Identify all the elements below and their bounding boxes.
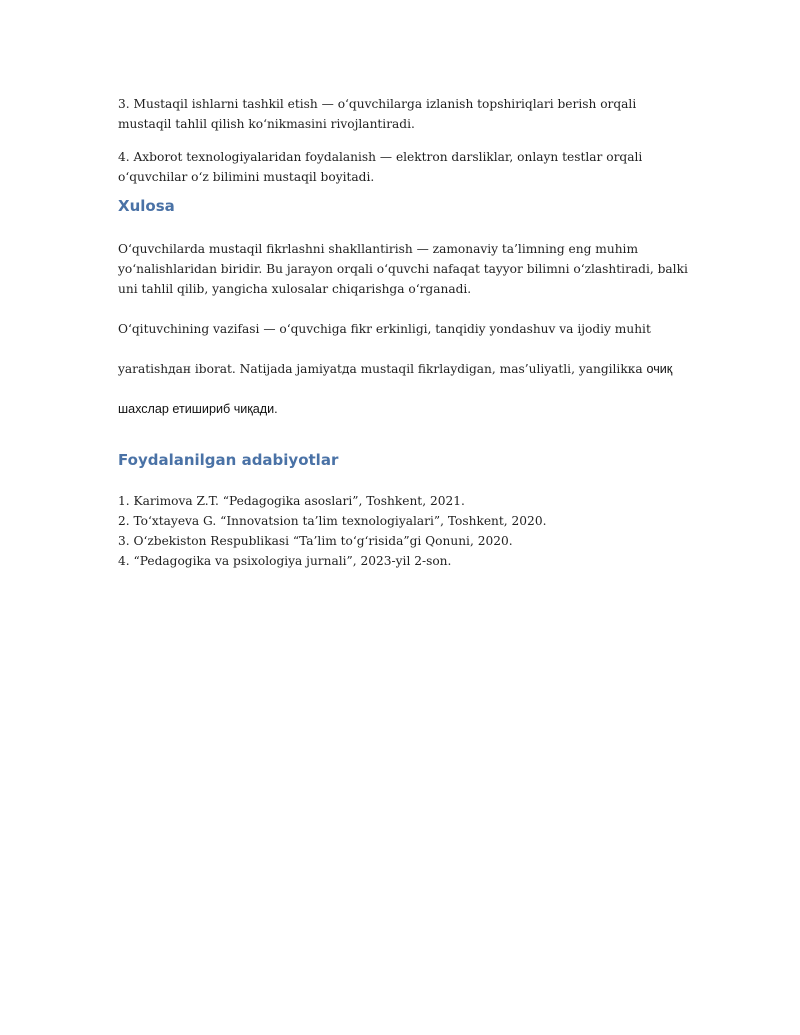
conclusion-heading: Xulosa xyxy=(118,197,175,215)
reference-item: 2. To‘xtayeva G. “Innovatsion ta’lim texnologiyalari”, Toshkent, 2020. xyxy=(118,514,547,528)
conclusion-paragraph-1: O‘quvchilarda mustaqil fikrlashni shakllantirish — zamonaviy ta’limning eng muhim yo‘nalishlaridan biridir. Bu jarayon orqali o‘quvchi nafaqat tayyor bilimni o‘zlashtiradi, balki uni tahlil qilib, yangicha xulosalar chiqarishga o‘rganadi. xyxy=(118,242,688,296)
conclusion-paragraph-2-line-2-tail: очиқ xyxy=(646,362,673,376)
reference-item: 4. “Pedagogika va psixologiya jurnali”, 2023-yil 2-son. xyxy=(118,554,452,568)
conclusion-paragraph-2-line-3: шахслар етишириб чиқади. xyxy=(118,402,278,416)
reference-item: 1. Karimova Z.T. “Pedagogika asoslari”, Toshkent, 2021. xyxy=(118,494,465,508)
references-heading: Foydalanilgan adabiyotlar xyxy=(118,451,339,469)
reference-item: 3. O‘zbekiston Respublikasi “Ta’lim to‘g‘risida”gi Qonuni, 2020. xyxy=(118,534,513,548)
references-list xyxy=(118,491,698,571)
conclusion-paragraph-2-line-1: O‘qituvchining vazifasi — o‘quvchiga fikr erkinligi, tanqidiy yondashuv va ijodiy muhit xyxy=(118,322,651,336)
list-item-4: 4. Axborot texnologiyalaridan foydalanish — elektron darsliklar, onlayn testlar orqali o‘quvchilar o‘z bilimini mustaqil boyitadi. xyxy=(118,150,643,184)
document-body xyxy=(118,94,698,571)
conclusion-paragraph-2-line-2: yaratishдан iborat. Natijada jamiyatда mustaqil fikrlaydigan, mas’uliyatli, yangilikка xyxy=(118,362,647,376)
list-item-3: 3. Mustaqil ishlarni tashkil etish — o‘quvchilarga izlanish topshiriqlari berish orqali mustaqil tahlil qilish ko‘nikmasini rivojlantiradi. xyxy=(118,97,637,131)
conclusion-paragraph-2 xyxy=(118,299,698,419)
